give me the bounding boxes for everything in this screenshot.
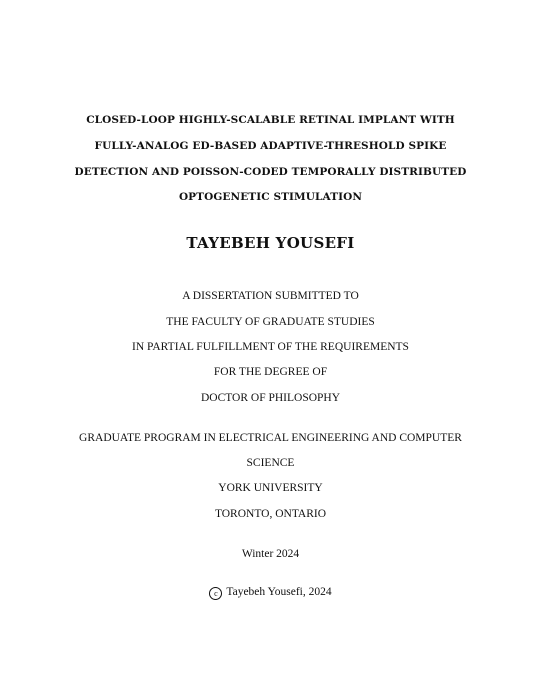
- title-line-4: OPTOGENETIC STIMULATION: [178, 191, 363, 203]
- title-line-3: DETECTION AND POISSON-CODED TEMPORALLY DISTRIBUTED: [74, 166, 467, 178]
- title-line-1: CLOSED-LOOP HIGHLY-SCALABLE RETINAL IMPLANT WITH: [86, 114, 455, 126]
- submission-line-4: FOR THE DEGREE OF: [213, 366, 328, 378]
- location-line: TORONTO, ONTARIO: [214, 508, 327, 520]
- date-line: Winter 2024: [241, 548, 300, 560]
- submission-line-1: A DISSERTATION SUBMITTED TO: [182, 290, 359, 302]
- copyright-icon: c: [209, 587, 222, 600]
- copyright-text: Tayebeh Yousefi, 2024: [226, 586, 332, 598]
- university-line: YORK UNIVERSITY: [218, 482, 323, 494]
- program-line-1: GRADUATE PROGRAM IN ELECTRICAL ENGINEERING AND COMPUTER: [79, 432, 462, 444]
- submission-line-3: IN PARTIAL FULFILLMENT OF THE REQUIREMENTS: [132, 341, 409, 353]
- program-line-2: SCIENCE: [246, 457, 295, 469]
- copyright-line: [0, 586, 541, 600]
- title-line-2: FULLY-ANALOG ED-BASED ADAPTIVE-THRESHOLD SPIKE: [94, 140, 447, 152]
- submission-line-2: THE FACULTY OF GRADUATE STUDIES: [166, 316, 375, 328]
- submission-line-5: DOCTOR OF PHILOSOPHY: [200, 392, 341, 404]
- author-name: TAYEBEH YOUSEFI: [186, 234, 355, 252]
